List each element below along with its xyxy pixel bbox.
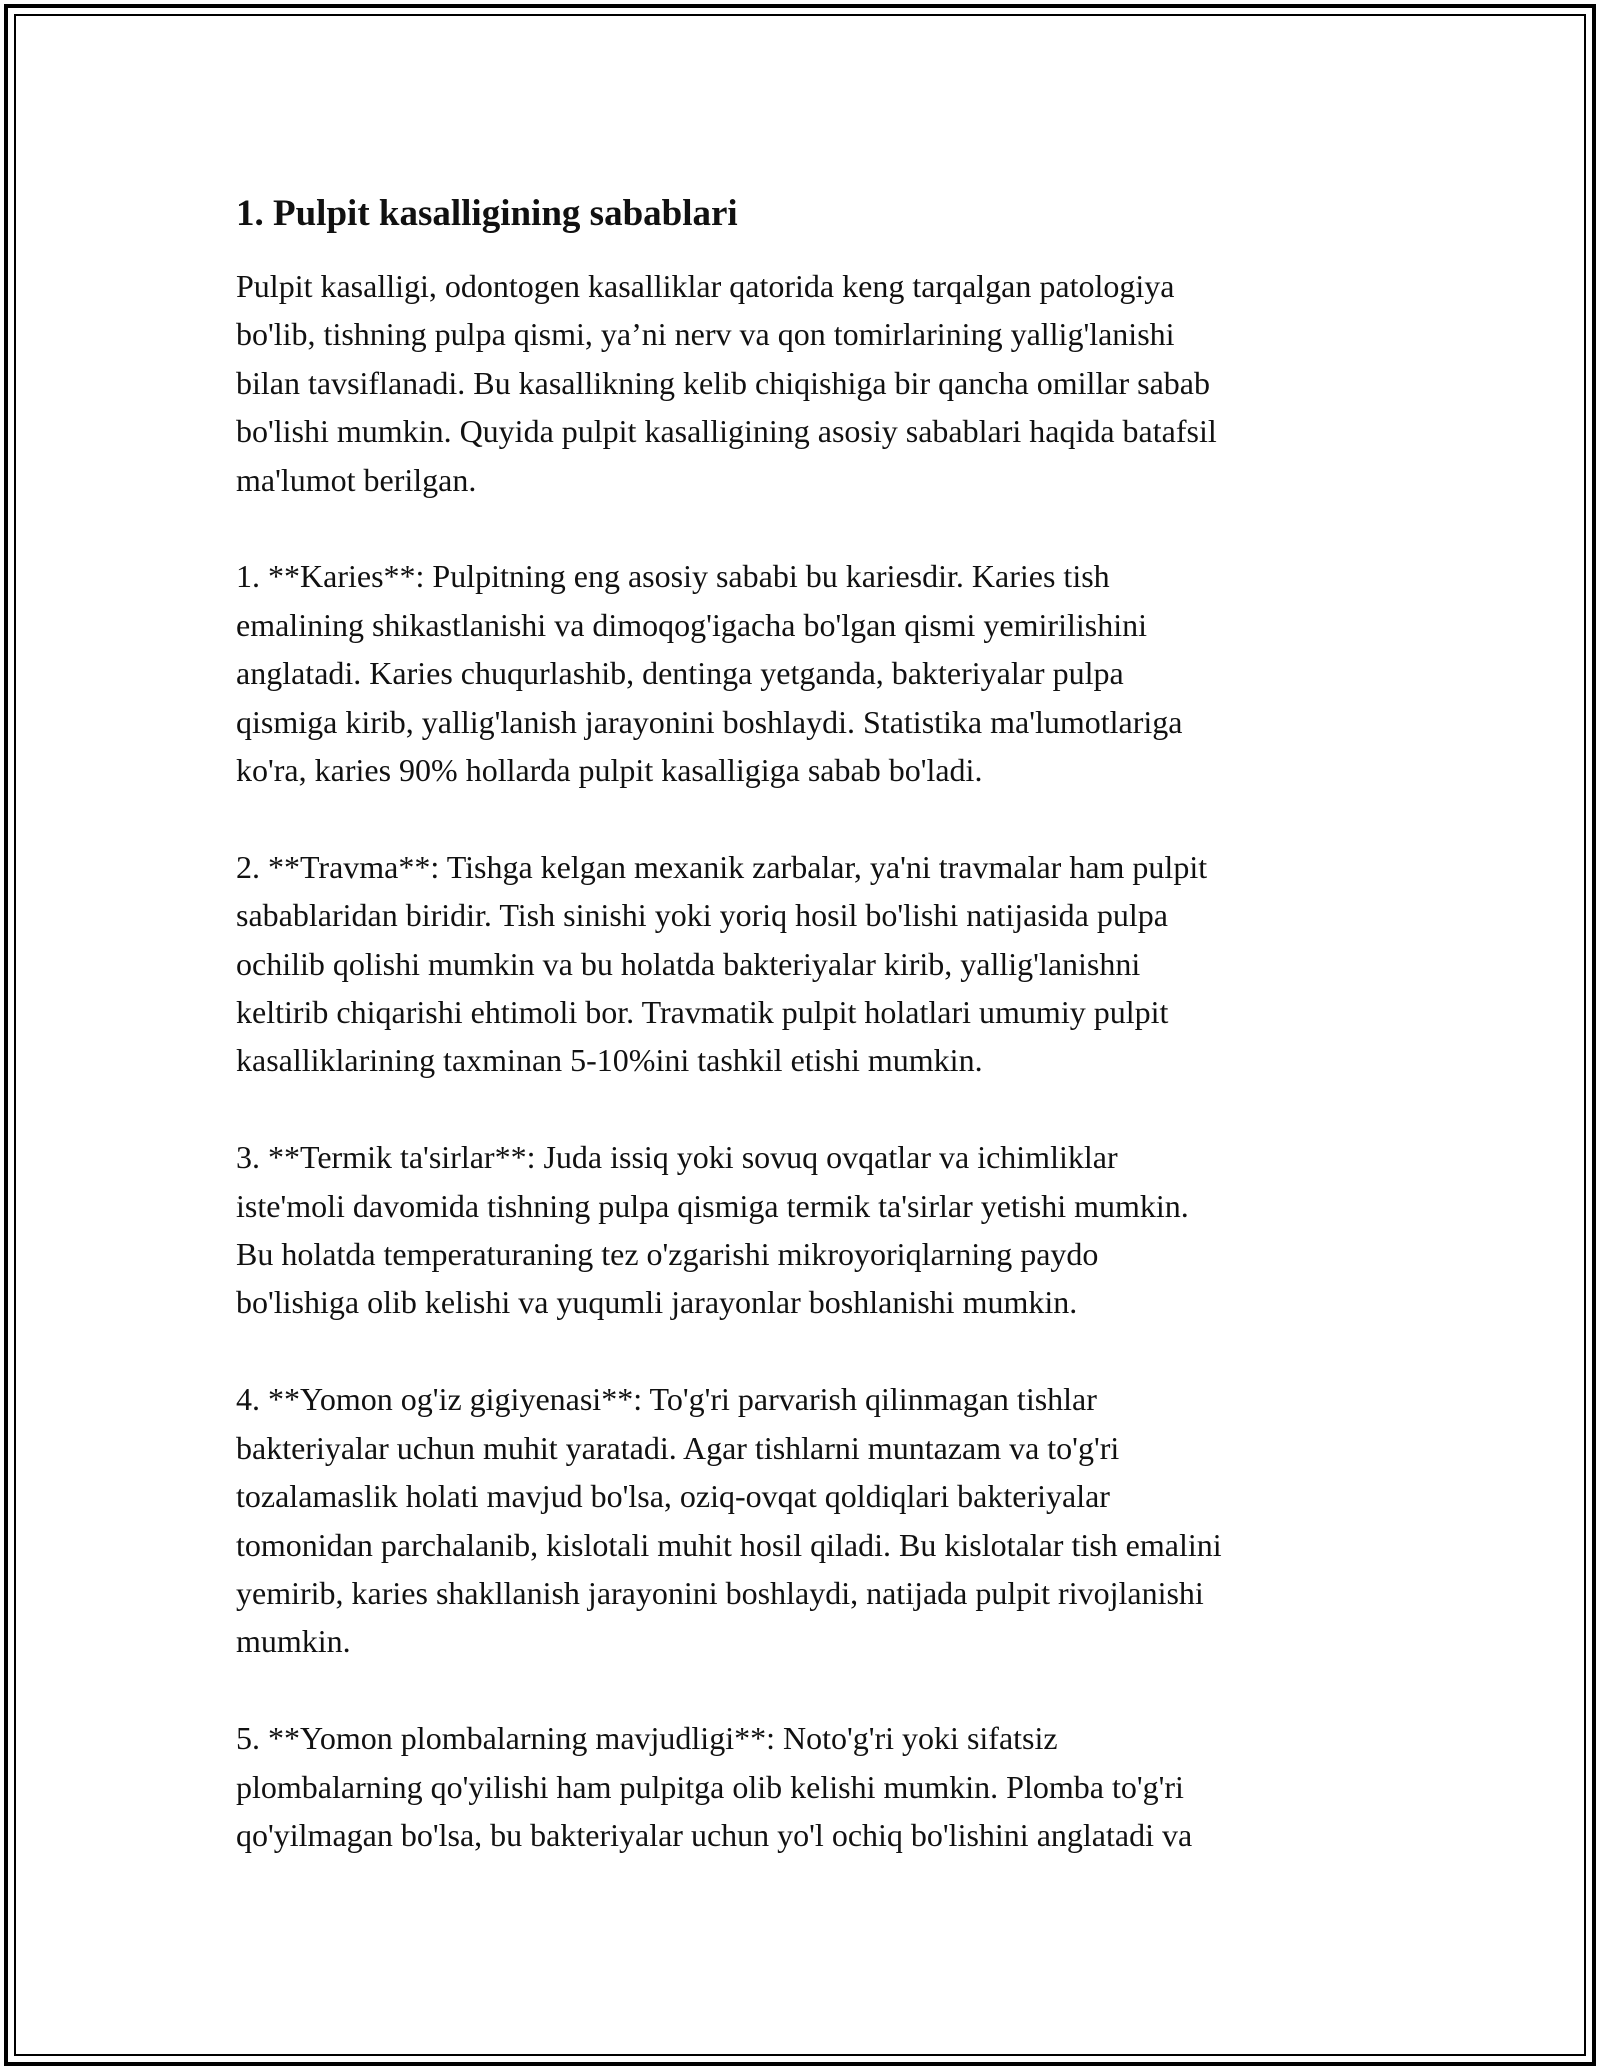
text-line: sabablaridan biridir. Tish sinishi yoki yoriq hosil bo'lishi natijasida pulpa: [236, 897, 1168, 934]
text-line: ochilib qolishi mumkin va bu holatda bakteriyalar kirib, yallig'lanishni: [236, 945, 1141, 982]
text-line: yemirib, karies shakllanish jarayonini boshlaydi, natijada pulpit rivojlanishi: [236, 1574, 1204, 1611]
text-line: 4. **Yomon og'iz gigiyenasi**: To'g'ri parvarish qilinmagan tishlar: [236, 1381, 1097, 1418]
text-line: iste'moli davomida tishning pulpa qismiga termik ta'sirlar yetishi mumkin.: [236, 1187, 1189, 1224]
text-line: 5. **Yomon plombalarning mavjudligi**: Noto'g'ri yoki sifatsiz: [236, 1720, 1058, 1757]
text-line: mumkin.: [236, 1623, 351, 1660]
text-line: tomonidan parchalanib, kislotali muhit hosil qiladi. Bu kislotalar tish emalini: [236, 1526, 1222, 1563]
text-line: anglatadi. Karies chuqurlashib, dentinga yetganda, bakteriyalar pulpa: [236, 655, 1124, 692]
text-line: ma'lumot berilgan.: [236, 461, 477, 498]
text-line: tozalamaslik holati mavjud bo'lsa, oziq-ovqat qoldiqlari bakteriyalar: [236, 1478, 1110, 1515]
text-line: 2. **Travma**: Tishga kelgan mexanik zarbalar, ya'ni travmalar ham pulpit: [236, 848, 1208, 885]
text-line: ko'ra, karies 90% hollarda pulpit kasalligiga sabab bo'ladi.: [236, 752, 983, 789]
text-line: 1. **Karies**: Pulpitning eng asosiy sababi bu kariesdir. Karies tish: [236, 558, 1110, 595]
cause-paragraph-karies: [236, 552, 1376, 794]
intro-paragraph: [236, 262, 1376, 504]
document-body: [236, 186, 1376, 1908]
cause-paragraph-plomba: [236, 1714, 1376, 1859]
text-line: bakteriyalar uchun muhit yaratadi. Agar tishlarni muntazam va to'g'ri: [236, 1429, 1120, 1466]
text-line: 3. **Termik ta'sirlar**: Juda issiq yoki sovuq ovqatlar va ichimliklar: [236, 1139, 1118, 1176]
cause-paragraph-travma: [236, 843, 1376, 1085]
text-line: bo'lishi mumkin. Quyida pulpit kasalligining asosiy sabablari haqida batafsil: [236, 413, 1217, 450]
text-line: keltirib chiqarishi ehtimoli bor. Travmatik pulpit holatlari umumiy pulpit: [236, 994, 1169, 1031]
text-line: Pulpit kasalligi, odontogen kasalliklar qatorida keng tarqalgan patologiya: [236, 268, 1175, 304]
text-line: qismiga kirib, yallig'lanish jarayonini boshlaydi. Statistika ma'lumotlariga: [236, 703, 1183, 740]
text-line: qo'yilmagan bo'lsa, bu bakteriyalar uchun yo'l ochiq bo'lishini anglatadi va: [236, 1816, 1193, 1853]
text-line: bo'lishiga olib kelishi va yuqumli jarayonlar boshlanishi mumkin.: [236, 1284, 1078, 1321]
text-line: plombalarning qo'yilishi ham pulpitga olib kelishi mumkin. Plomba to'g'ri: [236, 1768, 1184, 1805]
text-line: bilan tavsiflanadi. Bu kasallikning kelib chiqishiga bir qancha omillar sabab: [236, 364, 1210, 401]
cause-paragraph-termik: [236, 1133, 1376, 1327]
cause-paragraph-gigiyena: [236, 1375, 1376, 1665]
section-heading: 1. Pulpit kasalligining sabablari: [236, 193, 738, 234]
text-line: emalining shikastlanishi va dimoqog'igacha bo'lgan qismi yemirilishini: [236, 606, 1147, 643]
text-line: Bu holatda temperaturaning tez o'zgarishi mikroyoriqlarning paydo: [236, 1236, 1099, 1273]
text-line: bo'lib, tishning pulpa qismi, ya’ni nerv va qon tomirlarining yallig'lanishi: [236, 316, 1175, 353]
text-line: kasalliklarining taxminan 5-10%ini tashkil etishi mumkin.: [236, 1042, 983, 1079]
